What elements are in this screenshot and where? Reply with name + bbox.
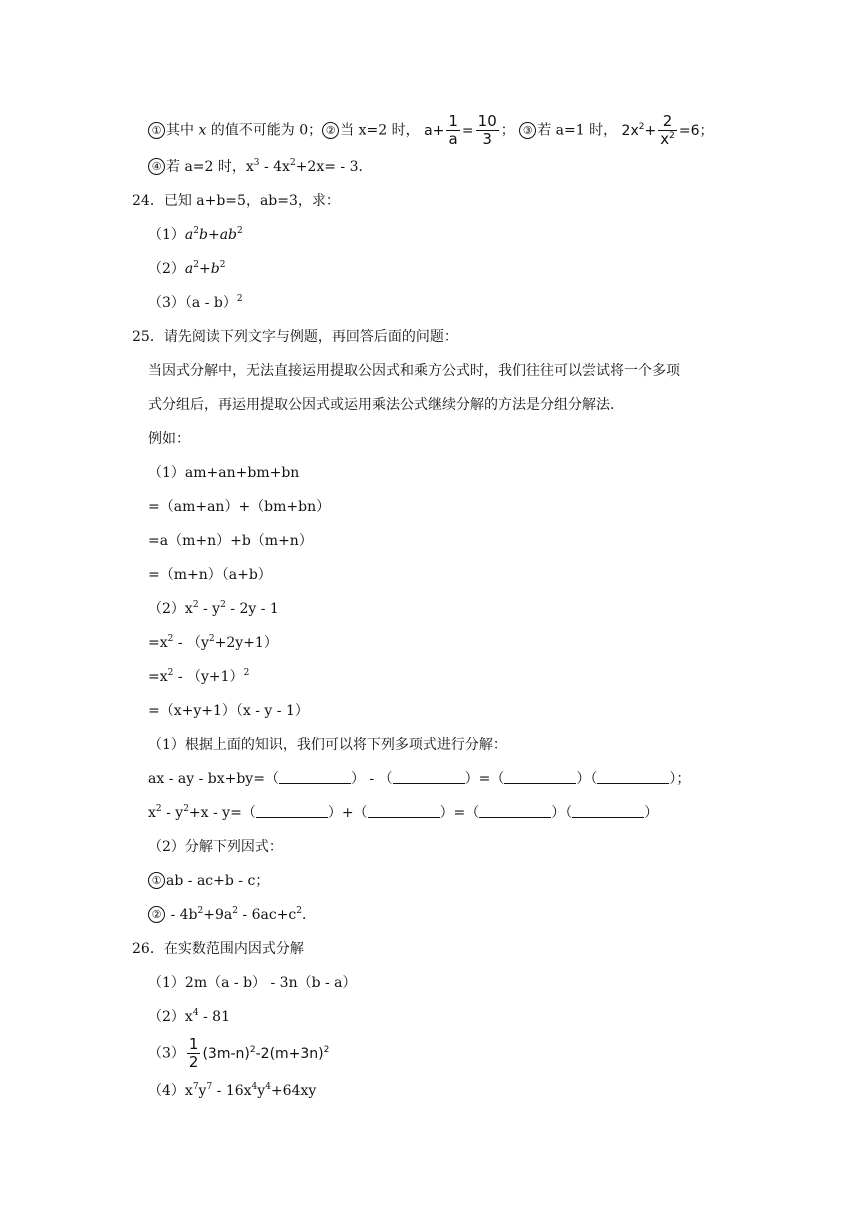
example-1-line-2: =（am+an）+（bm+bn） [148, 499, 331, 515]
statement-1-text: 其中 [166, 122, 199, 139]
q25-item-1: ① ab - ac+b - c； [148, 871, 269, 891]
example-1-line-4: =（m+n）（a+b） [148, 567, 272, 583]
statement-1-var: x [198, 122, 207, 139]
formula-2x2-plus-2-over-x2: $2x^2+$ $\frac{2}{x^2}$ =6； [621, 112, 714, 148]
answer-blank[interactable] [279, 770, 351, 784]
q24-part-3: （3）（a - b）$^2$ [148, 294, 243, 311]
example-2-line-4: =（x+y+1）（x - y - 1） [148, 703, 309, 719]
fill-in-line-2: $x^2 - y^2+x - y=$（ ）+（ ）=（ ）（ ） [148, 804, 659, 821]
q24-part-1: $(1)a^2b+ab^2$ [148, 226, 243, 243]
example-2-line-2: $=x^2 - (y^2+2y+1)$ [148, 634, 278, 651]
statement-line-1 [148, 113, 713, 148]
q25-paragraph-line-1: 当因式分解中，无法直接运用提取公因式和乘方公式时，我们往往可以尝试将一个多项 [148, 363, 680, 379]
example-1-line-1: （1）am+an+bm+bn [148, 465, 300, 481]
circled-marker-4: ④ [148, 158, 165, 175]
q25-part-2-stem: （2）分解下列因式： [148, 839, 283, 855]
answer-blank[interactable] [393, 770, 465, 784]
fill-in-line-1: ax - ay - bx+by=（ ） - （ ）=（ ）（ ）； [148, 771, 691, 787]
statement-3-text: 若 a=1 时， [537, 122, 618, 139]
q25-example-label: 例如： [148, 431, 190, 447]
q26-stem: 26．在实数范围内因式分解 [132, 941, 304, 957]
q24-part-2: $(2)a^2+b^2$ [148, 260, 226, 277]
circled-marker-1: ① [148, 872, 165, 889]
statement-2-tail: ； [500, 122, 515, 139]
example-2-line-3: $=x^2 - (y+1)^2$ [148, 668, 250, 685]
formula-half-expression: $\frac{1}{2}$ $(3m-n)^2-2(m+3n)^2$ [188, 1035, 330, 1071]
example-1-line-3: =a（m+n）+b（m+n） [148, 533, 313, 549]
q25-paragraph-line-2: 式分组后，再运用提取公因式或运用乘法公式继续分解的方法是分组分解法． [148, 397, 624, 413]
q25-part-1-stem: （1）根据上面的知识，我们可以将下列多项式进行分解： [148, 737, 507, 753]
formula-a-plus-1-over-a: a+ $\frac{1}{a}$ = $\frac{10}{3}$ [424, 112, 497, 148]
answer-blank[interactable] [572, 804, 644, 818]
q26-part-2: $(2)x^4 - 81$ [148, 1008, 230, 1025]
statement-1-tail: 的值不可能为 0； [206, 122, 323, 139]
circled-marker-3: ③ [519, 122, 536, 139]
answer-blank[interactable] [597, 770, 669, 784]
circled-marker-1: ① [148, 122, 165, 139]
answer-blank[interactable] [368, 804, 440, 818]
q25-stem: 25．请先阅读下列文字与例题，再回答后面的问题： [132, 329, 458, 345]
circled-marker-2: ② [148, 906, 165, 923]
q25-item-2: ② - $4b^2+9a^2 - 6ac+c^2$． [148, 905, 316, 925]
answer-blank[interactable] [504, 770, 576, 784]
statement-line-4: ④ 若 a=2 时，$x^3 - 4x^2+2x= - 3$． [148, 157, 373, 177]
q24-stem: 24．已知 a+b=5，ab=3，求： [132, 193, 340, 209]
example-2-line-1: $(2)x^2 - y^2 - 2y - 1$ [148, 600, 279, 617]
statement-2-text: 当 x=2 时， [340, 122, 420, 139]
circled-marker-2: ② [322, 122, 339, 139]
q26-part-4: $(4)x^7y^7 - 16x^4y^4+64xy$ [148, 1082, 317, 1099]
answer-blank[interactable] [479, 804, 551, 818]
q26-part-3: （3） $\frac{1}{2}$ $(3m-n)^2-2(m+3n)^2$ [148, 1035, 330, 1071]
answer-blank[interactable] [256, 804, 328, 818]
q26-part-1: （1）2m（a - b） - 3n（b - a） [148, 975, 357, 991]
